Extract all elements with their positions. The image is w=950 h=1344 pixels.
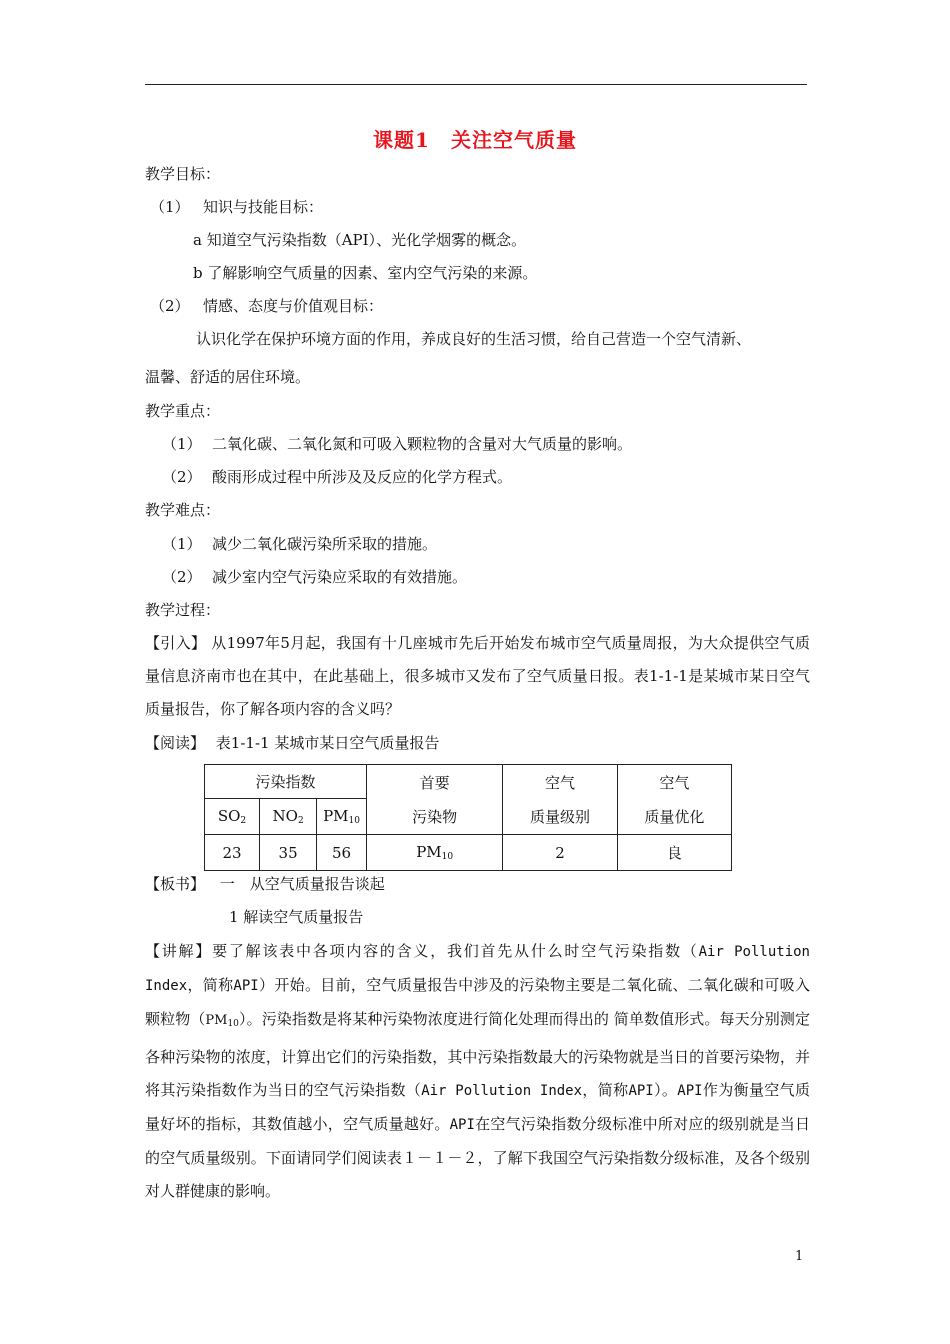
explanation-text: ）。 [653, 1081, 678, 1099]
objective-1b: b 了解影响空气质量的因素、室内空气污染的来源。 [193, 264, 538, 282]
explanation-term: Air Pollution Index [421, 1083, 583, 1099]
process-heading: 教学过程： [145, 601, 221, 619]
intro-paragraph [145, 627, 810, 726]
objective-2-text: 情感、态度与价值观目标： [203, 297, 384, 315]
explanation-term: API [628, 1083, 654, 1099]
objective-2-label: （2） [150, 297, 190, 315]
explanation-term: API [677, 1083, 703, 1099]
objective-1a: a 知道空气污染指数（API）、光化学烟雾的概念。 [193, 231, 527, 249]
difficulty-1-label: （1） [162, 535, 202, 553]
explanation-term: Air Pollution Index [145, 944, 810, 994]
board-text: 一 从空气质量报告谈起 [219, 875, 385, 893]
key-point-2-text: 酸雨形成过程中所涉及及反应的化学方程式。 [212, 468, 513, 486]
quality-level-header-line1: 空气 [545, 773, 576, 792]
explanation-text: ）。污染指数是将某种污染物浓度进行简化处理而得出的 简单数值形式。每天分别测定各种污染物的浓度，计算出它们的污染指数，其中污染指数最大的污染物就是当日的首要污染物，并将其污染指数作为当日的空气污染指数（ [145, 1010, 810, 1099]
quality-level-value: 2 [503, 835, 617, 871]
pm10-value: 56 [317, 835, 367, 871]
key-point-1-text: 二氧化碳、二氧化氮和可吸入颗粒物的含量对大气质量的影响。 [212, 435, 633, 453]
reading-line [145, 733, 439, 753]
header-rule [145, 84, 807, 85]
board-subheading: 1 解读空气质量报告 [229, 908, 364, 926]
difficulty-1-text: 减少二氧化碳污染所采取的措施。 [212, 535, 438, 553]
reading-table-caption: 表1-1-1 某城市某日空气质量报告 [215, 734, 440, 752]
explanation-text: ）开始。目前，空气质量报告中涉及的污染物主要是二氧化硫、二氧化碳和可吸入颗粒物（ [145, 976, 810, 1028]
primary-pollutant-value: $PM_{10}$ [366, 835, 503, 871]
quality-rating-header-line2: 质量优化 [644, 807, 705, 826]
pm10-column-header: $PM_{10}$ [317, 799, 367, 835]
objective-1-label: （1） [150, 198, 190, 216]
explanation-term: PM [205, 1013, 228, 1028]
explanation-term: API [449, 1117, 475, 1133]
explanation-text: 作为衡量空气质量好坏的指标，其数值越小，空气质量越好。 [145, 1081, 810, 1133]
explanation-paragraph [145, 935, 810, 1208]
no2-value: 35 [260, 835, 317, 871]
primary-pollutant-header-line1: 首要 [419, 773, 450, 792]
page-title: 课题1 关注空气质量 [373, 128, 577, 152]
objective-2-paragraph-line1: 认识化学在保护环境方面的作用，养成良好的生活习惯，给自己营造一个空气清新、 [196, 330, 752, 348]
explanation-text: ，简称 [582, 1081, 629, 1099]
quality-rating-header-line1: 空气 [659, 773, 690, 792]
explanation-text: ，简称 [187, 976, 234, 994]
page-number: 1 [795, 1249, 804, 1264]
objective-1-text: 知识与技能目标： [203, 198, 324, 216]
key-point-1-label: （1） [162, 435, 202, 453]
explanation-text: 要了解该表中各项内容的含义，我们首先从什么时空气污染指数（ [212, 942, 699, 960]
primary-pollutant-header [366, 765, 503, 835]
explanation-tag: 【讲解】 [145, 942, 213, 960]
key-points-heading: 教学重点： [145, 402, 221, 420]
quality-rating-value: 良 [617, 835, 731, 871]
difficulty-2-label: （2） [162, 568, 202, 586]
quality-level-header [503, 765, 617, 835]
intro-text: 从1997年5月起，我国有十几座城市先后开始发布城市空气质量周报，为大众提供空气质量信息济南市也在其中，在此基础上，很多城市又发布了空气质量日报。表1-1-1是某城市某日空气质量报告，你了解各项内容的含义吗？ [145, 634, 810, 718]
quality-rating-header [617, 765, 731, 835]
pollution-index-header: 污染指数 [205, 765, 367, 799]
objective-2-paragraph-line2: 温馨、舒适的居住环境。 [145, 368, 311, 386]
explanation-subscript: 10 [227, 1019, 239, 1029]
intro-tag: 【引入】 [145, 634, 207, 652]
air-quality-report-table [204, 764, 732, 871]
difficulty-2-text: 减少室内空气污染应采取的有效措施。 [212, 568, 468, 586]
key-point-2-label: （2） [162, 468, 202, 486]
so2-column-header: $SO_2$ [205, 799, 260, 835]
so2-value: 23 [205, 835, 260, 871]
board-line [145, 874, 385, 894]
explanation-text: 在空气污染指数分级标准中所对应的级别就是当日的空气质量级别。下面请同学们阅读表１－１－２，了解下我国空气污染指数分级标准，及各个级别对人群健康的影响。 [145, 1115, 810, 1200]
difficulties-heading: 教学难点： [145, 501, 221, 519]
objectives-heading: 教学目标： [145, 165, 221, 183]
primary-pollutant-header-line2: 污染物 [412, 807, 458, 826]
reading-tag: 【阅读】 [145, 734, 206, 752]
board-tag: 【板书】 [145, 875, 206, 893]
quality-level-header-line2: 质量级别 [530, 807, 591, 826]
explanation-term: API [233, 978, 259, 994]
no2-column-header: $NO_2$ [260, 799, 317, 835]
